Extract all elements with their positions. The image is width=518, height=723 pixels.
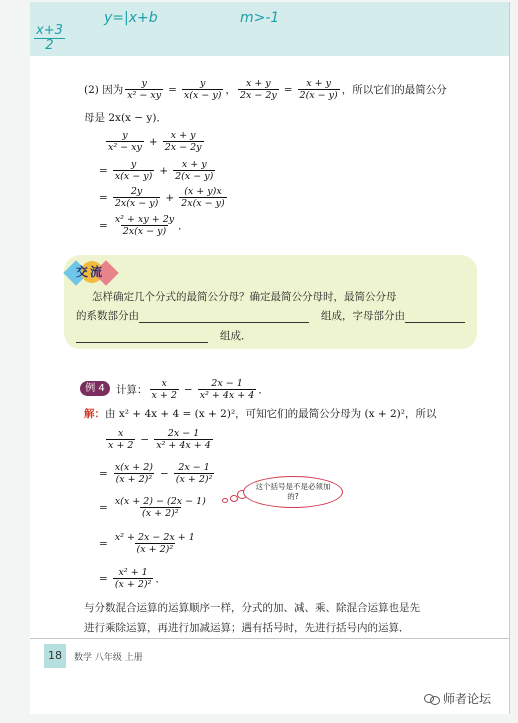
answer-blank <box>405 311 465 323</box>
paragraph-line2: 进行乘除运算，再进行加减运算；遇有括号时，先进行括号内的运算． <box>84 622 410 634</box>
chat-bubbles-icon <box>424 693 440 705</box>
answer-blank <box>139 311 309 323</box>
part2-intro: (2) 因为 $\frac{y}{\text{x² − xy}}$ = $\frac{y}{x(x - y)}$ ， $\frac{x + y}{2x - 2y}$ = $\frac{x + y}{2(x - y)}$ ，所以它们的最简公分 <box>84 78 447 101</box>
example-problem: 计算： $\frac{x}{x + 2}$ − $\frac{2x - 1}{\text{x² + 4x + 4}}$ ． <box>116 378 269 401</box>
book-title: 数学 八年级 上册 <box>74 653 143 663</box>
fraction: $\frac{y}{\text{x² − xy}}$ <box>127 78 162 101</box>
part2-step3: = $\frac{2y}{2x(x - y)}$ + $\frac{(x + y)x}{2x(x - y)}$ <box>99 186 225 209</box>
part2-line2: 母是 2x(x − y)． <box>84 112 167 124</box>
solution-step5: = $\frac{\text{x² + 1}}{\text{(x + 2)²}}$ ． <box>99 567 166 590</box>
solution-step3: = $\frac{x(x + 2) - (2x - 1)}{\text{(x + 2)²}}$ <box>99 496 206 519</box>
solution-step1: $\frac{x}{x + 2}$ − $\frac{2x - 1}{\text{x² + 4x + 4}}$ <box>108 428 211 451</box>
fraction: $\frac{x + y}{2(x - y)}$ <box>299 78 338 101</box>
handwritten-inequality: m>-1 <box>240 10 280 26</box>
paragraph-line1: 与分数混合运算的运算顺序一样，分式的加、减、乘、除混合运算也是先 <box>84 602 420 614</box>
fraction: $\frac{y}{x(x - y)}$ <box>183 78 222 101</box>
thought-bubble: 这个括号是不是必须加的? <box>243 476 343 508</box>
discussion-line1: 怎样确定几个分式的最简公分母？确定最简公分母时，最简公分母 <box>92 291 397 303</box>
fraction: $\frac{x + y}{2x - 2y}$ <box>239 78 277 101</box>
answer-blank <box>76 331 208 343</box>
footer-divider <box>30 638 509 639</box>
watermark: 师者论坛 <box>424 690 491 707</box>
discussion-line2: 的系数部分由 组成，字母部分由 <box>76 308 465 323</box>
part2-step4: = $\frac{\text{x² + xy + 2y}}{2x(x - y)}$ ． <box>99 214 189 237</box>
solution-intro: 解： 由 x² + 4x + 4 = (x + 2)²，可知它们的最简公分母为 (x + 2)²，所以 <box>84 408 437 420</box>
thought-dot <box>222 498 228 503</box>
solution-step4: = $\frac{\text{x² + 2x − 2x + 1}}{\text{(x + 2)²}}$ <box>99 532 195 555</box>
textbook-page <box>30 2 510 714</box>
example-badge: 例 4 <box>80 381 110 396</box>
handwritten-fraction: x+3 2 <box>36 23 63 53</box>
part2-step1: $\frac{y}{\text{x² − xy}}$ + $\frac{x + y}{2x - 2y}$ <box>108 130 202 153</box>
discussion-line3: 组成． <box>76 328 252 343</box>
discussion-badge: 交流 <box>67 258 119 284</box>
solution-step2: = $\frac{x(x + 2)}{\text{(x + 2)²}}$ − $\frac{2x - 1}{\text{(x + 2)²}}$ <box>99 462 213 485</box>
handwritten-equation: y=|x+b <box>104 10 158 26</box>
part2-step2: = $\frac{y}{x(x - y)}$ + $\frac{x + y}{2(x - y)}$ <box>99 159 214 182</box>
page-number: 18 <box>44 644 66 668</box>
